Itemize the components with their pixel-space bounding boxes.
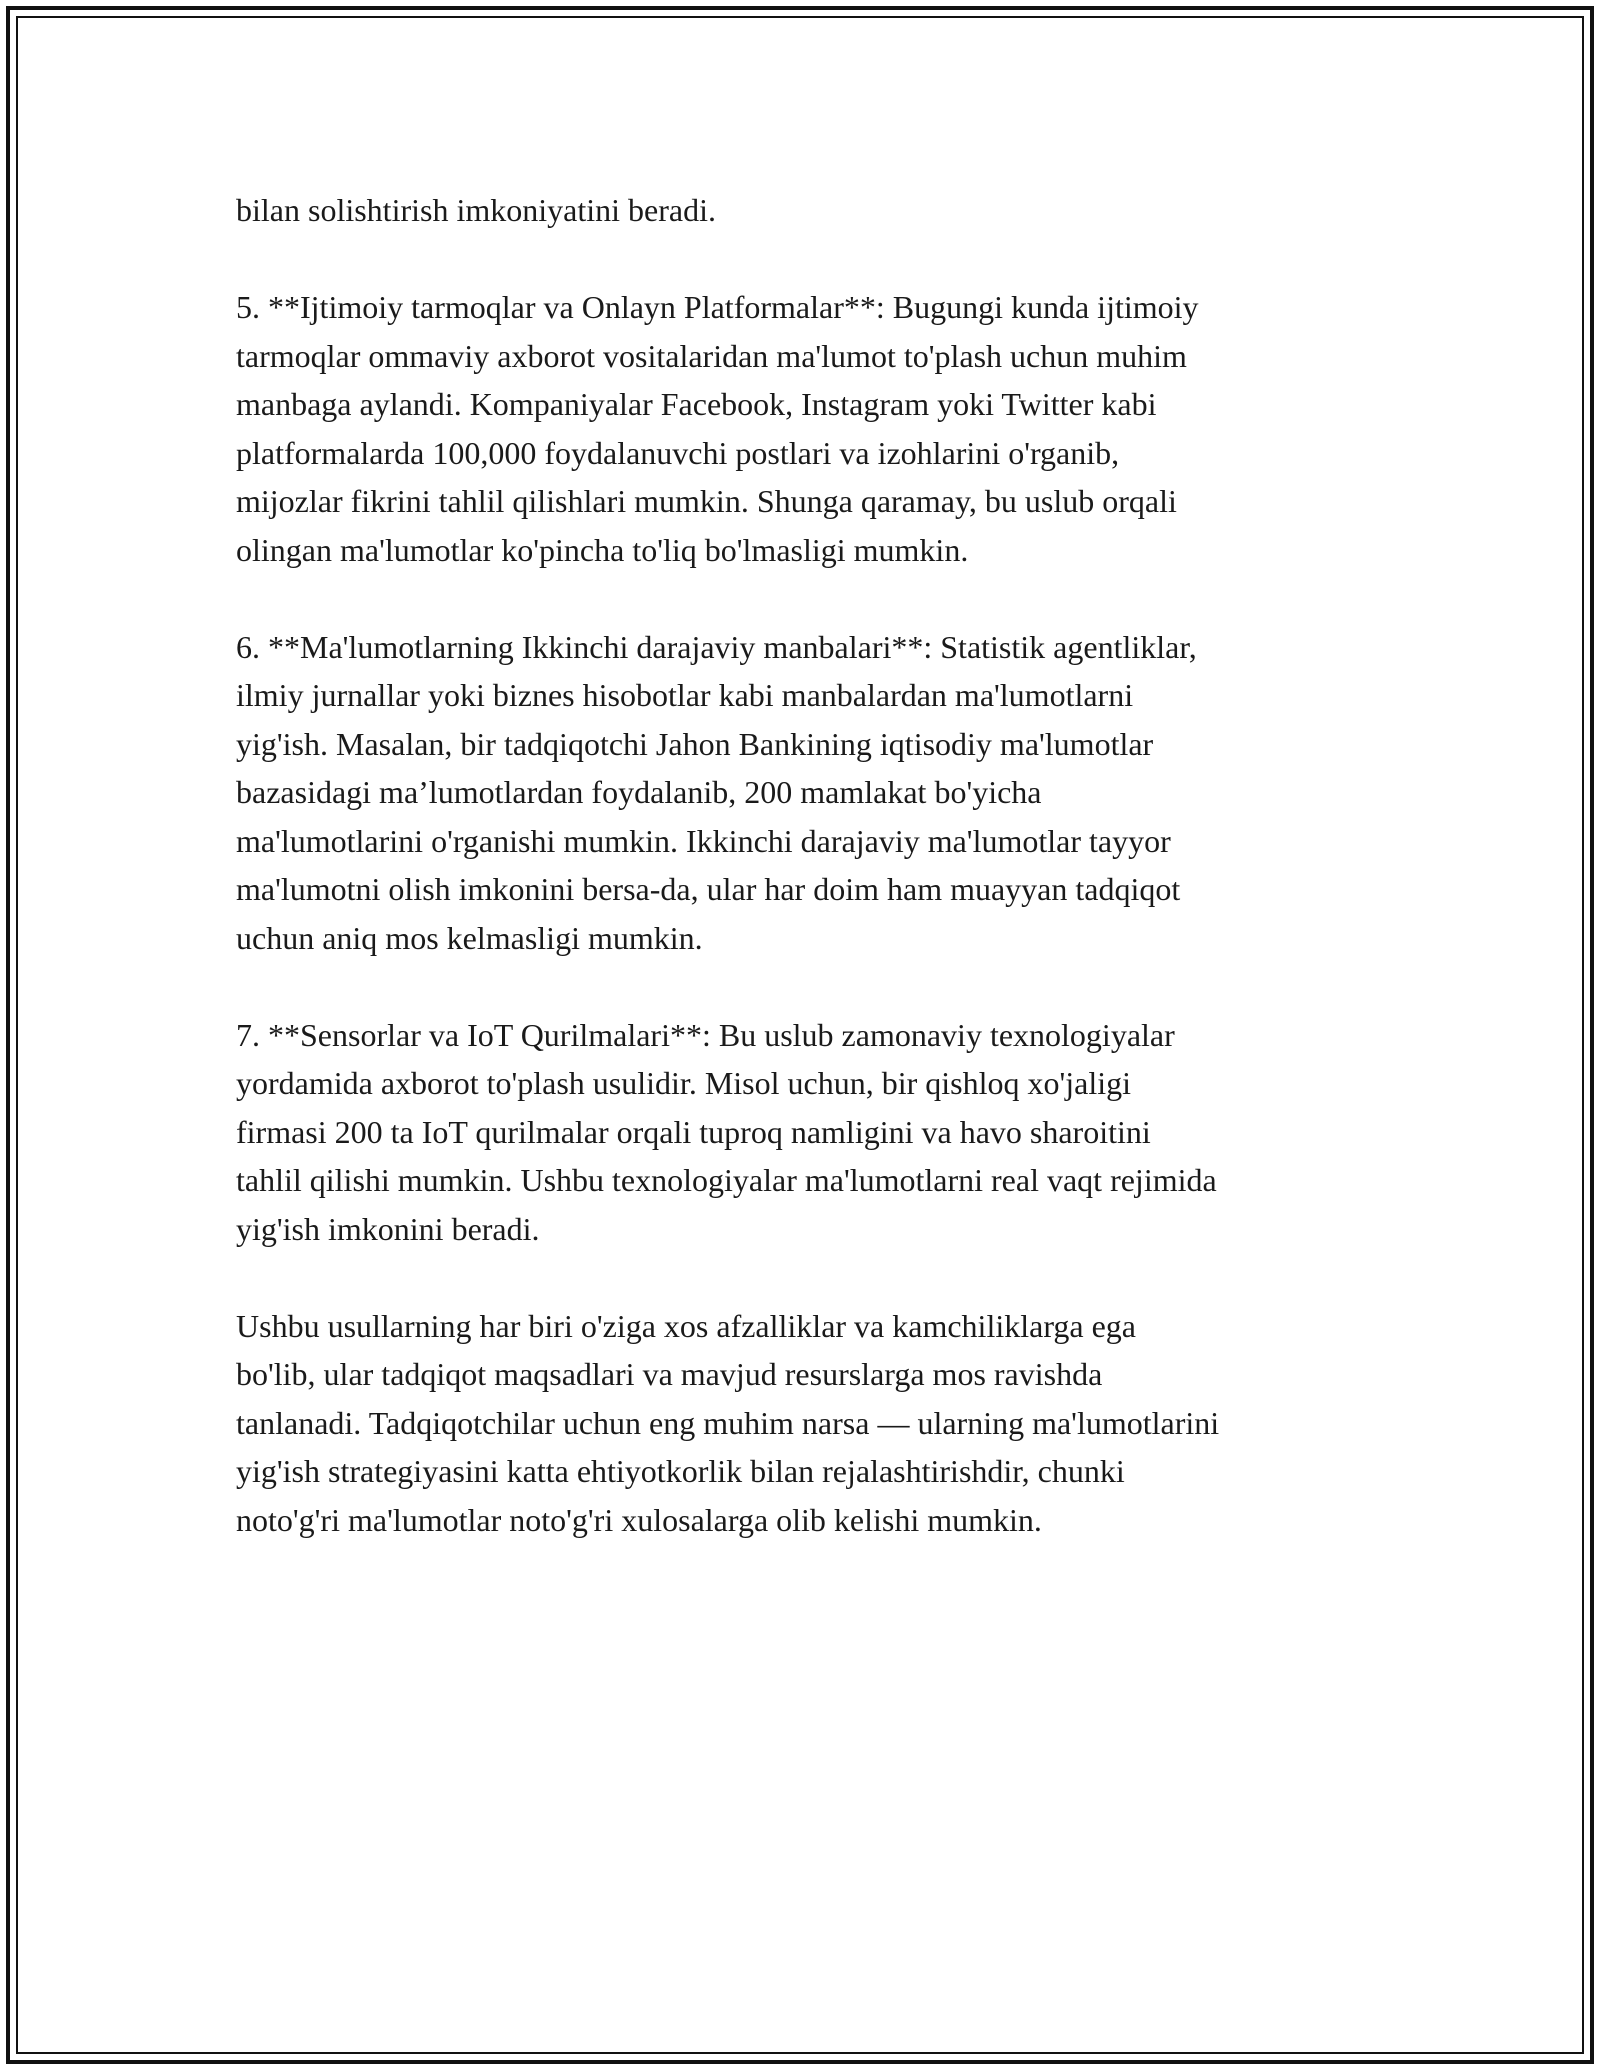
text-line: yig'ish. Masalan, bir tadqiqotchi Jahon Bankining iqtisodiy ma'lumotlar [236,725,1154,762]
text-line: platformalarda 100,000 foydalanuvchi postlari va izohlarini o'rganib, [236,434,1120,471]
text-line: bazasidagi maʼlumotlardan foydalanib, 200 mamlakat bo'yicha [236,774,1042,810]
text-line: bo'lib, ular tadqiqot maqsadlari va mavjud resurslarga mos ravishda [236,1356,1103,1392]
paragraph-item-5 [236,283,1376,574]
text-line: tarmoqlar ommaviy axborot vositalaridan ma'lumot to'plash uchun muhim [236,337,1187,374]
text-line: tanlanadi. Tadqiqotchilar uchun eng muhim narsa — ularning ma'lumotlarini [236,1404,1220,1441]
text-line: ma'lumotni olish imkonini bersa-da, ular har doim ham muayyan tadqiqot [236,871,1181,907]
text-line: bilan solishtirish imkoniyatini beradi. [236,192,716,228]
text-line: firmasi 200 ta IoT qurilmalar orqali tuproq namligini va havo sharoitini [236,1113,1151,1150]
document-body [236,186,1376,1544]
text-line: ilmiy jurnallar yoki biznes hisobotlar kabi manbalardan ma'lumotlarni [236,677,1134,713]
text-line: manbaga aylandi. Kompaniyalar Facebook, Instagram yoki Twitter kabi [236,386,1157,422]
text-line: tahlil qilishi mumkin. Ushbu texnologiyalar ma'lumotlarni real vaqt rejimida [236,1162,1217,1198]
text-line: 7. **Sensorlar va IoT Qurilmalari**: Bu uslub zamonaviy texnologiyalar [236,1016,1175,1053]
text-line: 5. **Ijtimoiy tarmoqlar va Onlayn Platformalar**: Bugungi kunda ijtimoiy [236,289,1199,325]
text-line: ma'lumotlarini o'rganishi mumkin. Ikkinchi darajaviy ma'lumotlar tayyor [236,822,1171,859]
text-line: yig'ish imkonini beradi. [236,1210,540,1247]
paragraph-continuation [236,186,1376,235]
paragraph-conclusion [236,1302,1376,1545]
text-line: noto'g'ri ma'lumotlar noto'g'ri xulosalarga olib kelishi mumkin. [236,1501,1042,1538]
text-line: 6. **Ma'lumotlarning Ikkinchi darajaviy manbalari**: Statistik agentliklar, [236,628,1197,665]
text-line: olingan ma'lumotlar ko'pincha to'liq bo'lmasligi mumkin. [236,531,969,568]
text-line: Ushbu usullarning har biri o'ziga xos afzalliklar va kamchiliklarga ega [236,1307,1136,1344]
text-line: yig'ish strategiyasini katta ehtiyotkorlik bilan rejalashtirishdir, chunki [236,1453,1125,1489]
paragraph-item-7 [236,1011,1376,1254]
text-line: uchun aniq mos kelmasligi mumkin. [236,919,703,956]
text-line: yordamida axborot to'plash usulidir. Misol uchun, bir qishloq xo'jaligi [236,1065,1132,1101]
paragraph-item-6 [236,623,1376,963]
text-line: mijozlar fikrini tahlil qilishlari mumkin. Shunga qaramay, bu uslub orqali [236,483,1177,519]
